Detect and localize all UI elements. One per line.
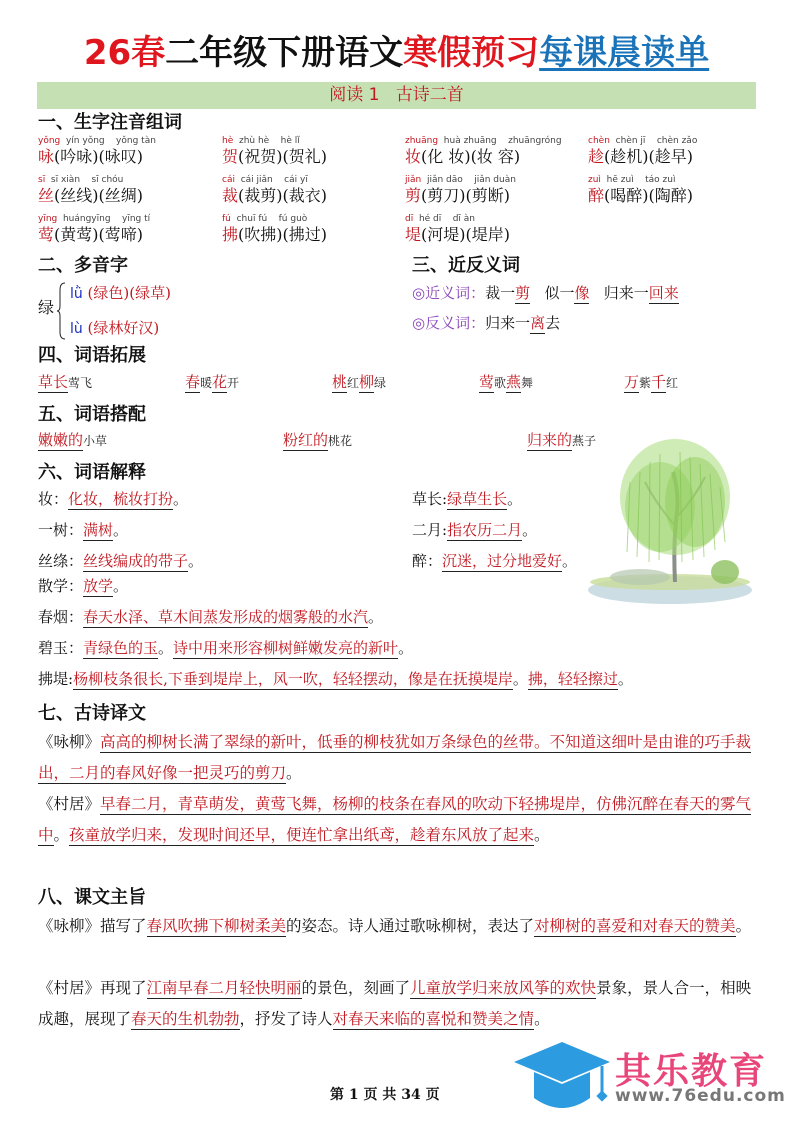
definition: 沉迷，过分地爱好: [442, 552, 563, 570]
explanation-item: [38, 669, 633, 689]
filled-char: 万: [624, 373, 640, 391]
section-heading-word-expansion: 四、词语拓展: [38, 345, 146, 366]
section-heading-collocation: 五、词语搭配: [38, 404, 146, 425]
pinyin-line: zuì hē zuì táo zuì: [588, 175, 676, 185]
term: 妆：: [38, 490, 69, 508]
synonym-line: ◎近义词：裁一剪 似一像 归来一回来: [412, 284, 679, 302]
character-entry: [38, 175, 228, 206]
expansion-phrase: [624, 372, 678, 393]
pinyin-line: fú chuī fú fú guò: [222, 214, 308, 224]
punct: 。: [617, 670, 633, 688]
poem-translation: [38, 727, 758, 789]
punct: 。: [522, 521, 538, 539]
theme-text: 的景色，刻画了: [301, 979, 411, 997]
compound-words: (吟咏)(咏叹): [54, 147, 143, 166]
punct: 。: [173, 490, 189, 508]
character-words: [588, 147, 778, 167]
willow-tree-illustration: [585, 432, 755, 612]
pinyin-line: hè zhù hè hè lǐ: [222, 136, 300, 146]
pinyin-main: jiǎn: [405, 175, 422, 185]
collocation-modifier: 嫩嫩的: [38, 431, 84, 449]
character-entry: [588, 136, 778, 167]
character-entry: [38, 214, 228, 245]
collocation-noun: 燕子: [572, 434, 597, 448]
main-character: 妆: [405, 147, 422, 166]
character-words: [222, 186, 412, 206]
main-character: 拂: [222, 225, 239, 244]
pinyin-main: chèn: [588, 136, 610, 146]
given-char: 舞: [521, 376, 534, 390]
compound-words: (喝醉)(陶醉): [604, 186, 693, 205]
expansion-phrase: [332, 372, 386, 393]
theme-text: 的姿态。诗人通过歌咏柳树，表达了: [286, 917, 535, 935]
main-character: 堤: [405, 225, 422, 244]
title-part-preview: 寒假预习: [403, 33, 540, 73]
definition: 化妆，梳妆打扮: [68, 490, 174, 508]
filled-char: 草长: [38, 373, 69, 391]
brace-icon: [56, 282, 66, 340]
punct: 。: [534, 826, 550, 844]
punct: 。: [398, 639, 414, 657]
collocation-modifier: 粉红的: [283, 431, 329, 449]
pinyin-main: sī: [38, 175, 46, 185]
compound-words: (剪刀)(剪断): [421, 186, 510, 205]
character-entry: [222, 136, 412, 167]
definition: 诗中用来形容柳树鲜嫩发亮的新叶: [173, 639, 399, 657]
compound-words: (裁剪)(裁衣): [238, 186, 327, 205]
filled-char: 春: [185, 373, 201, 391]
pinyin-main: zhuāng: [405, 136, 439, 146]
pinyin-line: sī sī xiàn sī chóu: [38, 175, 124, 185]
title-part-grade: 二年级下册语文: [165, 33, 404, 73]
lesson-banner: 阅读 1 古诗二首: [37, 82, 756, 109]
punct: 。: [188, 552, 204, 570]
character-words: [405, 225, 595, 245]
key-phrase: 春天的生机勃勃: [131, 1010, 240, 1028]
synonym-label: ◎近义词：: [412, 284, 486, 302]
poem-title: 《村居》: [38, 795, 101, 813]
character-words: [38, 186, 228, 206]
pinyin-line: dī hé dī dī àn: [405, 214, 475, 224]
main-character: 剪: [405, 186, 422, 205]
given-char: 莺飞: [68, 376, 93, 390]
compound-words: (丝线)(丝绸): [54, 186, 143, 205]
title-part-reading-list: 每课晨读单: [539, 33, 710, 73]
words-lu: (绿林好汉): [87, 319, 160, 337]
given-char: 开: [227, 376, 240, 390]
compound-words: (趁机)(趁早): [604, 147, 693, 166]
punct: 。: [113, 577, 129, 595]
section-heading-theme: 八、课文主旨: [38, 887, 146, 908]
definition: 指农历二月: [447, 521, 523, 539]
pinyin-line: jiǎn jiǎn dāo jiǎn duàn: [405, 175, 516, 185]
key-phrase: 春风吹拂下柳树柔美: [146, 917, 287, 935]
expansion-phrase: [185, 372, 239, 393]
pinyin-main: zuì: [588, 175, 601, 185]
filled-char: 莺: [479, 373, 495, 391]
pinyin-main: cái: [222, 175, 235, 185]
explanation-item: [38, 638, 413, 658]
explanation-item: [412, 520, 537, 540]
theme-text: 。: [534, 1010, 550, 1028]
term: 拂堤:: [38, 670, 74, 688]
theme-text: 景象，景人合一，相映成趣，展现了: [38, 979, 752, 1028]
given-char: 红: [666, 376, 679, 390]
watermark-brand: 其乐教育: [615, 1051, 768, 1092]
character-words: [405, 186, 595, 206]
polyphonic-reading-1: [70, 283, 171, 304]
character-entry: [405, 214, 595, 245]
translation-text: 早春二月，青草萌发，黄莺飞舞，杨柳的枝条在春风的吹动下轻拂堤岸，仿佛沉醉在春天的雾气中: [38, 795, 752, 844]
given-char: 暖: [200, 376, 213, 390]
character-entry: [405, 136, 595, 167]
character-entry: [588, 175, 778, 206]
pinyin-main: yǒng: [38, 136, 61, 146]
compound-words: (黄莺)(莺啼): [54, 225, 143, 244]
term: 一树：: [38, 521, 84, 539]
character-words: [222, 225, 412, 245]
given-char: 紫: [639, 376, 652, 390]
section-heading-characters: 一、生字注音组词: [38, 112, 182, 133]
compound-words: (化 妆)(妆 容): [421, 147, 521, 166]
section-heading-translation: 七、古诗译文: [38, 703, 146, 724]
main-character: 裁: [222, 186, 239, 205]
watermark-url: www.76edu.com: [615, 1086, 786, 1106]
theme-text: 。: [735, 917, 752, 935]
character-entry: [222, 214, 412, 245]
explanation-item: [38, 489, 188, 509]
key-phrase: 儿童放学归来放风筝的欢快: [410, 979, 597, 997]
translation-text: 孩童放学归来，发现时间还早，便连忙拿出纸鸢，趁着东风放了起来: [69, 826, 535, 844]
polyphonic-char: 绿: [38, 298, 55, 317]
term: 散学：: [38, 577, 84, 595]
poem-translation: [38, 789, 758, 851]
pinyin-line: yīng huángyīng yīng tí: [38, 214, 151, 224]
main-character: 醉: [588, 186, 605, 205]
term: 草长:: [412, 490, 448, 508]
main-character: 丝: [38, 186, 55, 205]
translation-text: 高高的柳树长满了翠绿的新叶，低垂的柳枝犹如万条绿色的丝带。不知道这细叶是由谁的巧手裁出，二月的春风好像一把灵巧的剪刀: [38, 733, 752, 782]
key-phrase: 江南早春二月轻快明丽: [146, 979, 302, 997]
explanation-item: [38, 576, 128, 596]
pinyin-line: yǒng yín yǒng yǒng tàn: [38, 136, 156, 146]
term: 春烟：: [38, 608, 84, 626]
filled-char: 花: [212, 373, 228, 391]
section-heading-polyphonic: 二、多音字: [38, 255, 128, 276]
collocation-phrase: [38, 430, 107, 451]
expansion-phrase: [479, 372, 533, 393]
filled-char: 桃: [332, 373, 348, 391]
definition: 满树: [83, 521, 114, 539]
punct: 。: [368, 608, 384, 626]
theme-text: 《村居》再现了: [38, 979, 147, 997]
title-part-year: 26春: [83, 33, 166, 73]
explanation-item: [38, 520, 128, 540]
explanation-item: [38, 607, 383, 627]
antonym-line: ◎反义词：归来一离去: [412, 314, 561, 332]
character-words: [38, 147, 228, 167]
theme-paragraph: [38, 911, 758, 942]
page-number: 第 1 页 共 34 页: [330, 1087, 440, 1103]
compound-words: (河堤)(堤岸): [421, 225, 510, 244]
character-words: [38, 225, 228, 245]
compound-words: (祝贺)(贺礼): [238, 147, 327, 166]
punct: 。: [113, 521, 129, 539]
pinyin-main: dī: [405, 214, 414, 224]
definition: 青绿色的玉: [83, 639, 159, 657]
pinyin-line: cái cái jiǎn cái yī: [222, 175, 308, 185]
character-words: [405, 147, 595, 167]
term: 丝绦：: [38, 552, 84, 570]
key-phrase: 对柳树的喜爱和对春天的赞美: [534, 917, 736, 935]
collocation-phrase: [283, 430, 352, 451]
definition: 绿草生长: [447, 490, 508, 508]
pinyin-main: fú: [222, 214, 231, 224]
definition: 放学: [83, 577, 114, 595]
document-title: [0, 30, 793, 76]
punct: 。: [507, 490, 523, 508]
theme-text: ，抒发了诗人: [239, 1010, 333, 1028]
pinyin-main: yīng: [38, 214, 58, 224]
section-heading-synonyms: 三、近反义词: [412, 255, 520, 276]
given-char: 歌: [494, 376, 507, 390]
character-words: [222, 147, 412, 167]
collocation-noun: 桃花: [328, 434, 353, 448]
punct: 。: [53, 826, 70, 844]
explanation-item: [38, 551, 203, 571]
main-character: 趁: [588, 147, 605, 166]
definition: 杨柳枝条很长,下垂到堤岸上，风一吹，轻轻摆动，像是在抚摸堤岸: [73, 670, 513, 688]
expansion-phrase: [38, 372, 92, 393]
words-lv: (绿色)(绿草): [87, 284, 171, 302]
filled-char: 柳: [359, 373, 375, 391]
pinyin-line: zhuāng huà zhuāng zhuāngróng: [405, 136, 562, 146]
punct: 。: [286, 764, 302, 782]
character-entry: [222, 175, 412, 206]
antonym-label: ◎反义词：: [412, 314, 486, 332]
explanation-item: [412, 551, 577, 571]
pinyin-lu: lù: [70, 321, 83, 337]
main-character: 莺: [38, 225, 55, 244]
punct: 。: [562, 552, 578, 570]
polyphonic-reading-2: [70, 318, 159, 339]
explanation-item: [412, 489, 522, 509]
character-words: [588, 186, 778, 206]
filled-char: 千: [651, 373, 667, 391]
pinyin-line: chèn chèn jī chèn zǎo: [588, 136, 698, 146]
theme-paragraph: [38, 973, 758, 1035]
filled-char: 燕: [506, 373, 522, 391]
key-phrase: 对春天来临的喜悦和赞美之情: [332, 1010, 535, 1028]
poem-title: 《咏柳》: [38, 733, 101, 751]
punct: 。: [512, 670, 528, 688]
pinyin-lv: lǜ: [70, 286, 83, 302]
main-character: 贺: [222, 147, 239, 166]
theme-text: 《咏柳》描写了: [38, 917, 147, 935]
graduation-cap-icon: [512, 1040, 612, 1115]
section-heading-explanations: 六、词语解释: [38, 462, 146, 483]
term: 二月:: [412, 521, 448, 539]
punct: 。: [158, 639, 174, 657]
collocation-modifier: 归来的: [527, 431, 573, 449]
main-character: 咏: [38, 147, 55, 166]
definition: 丝线编成的带子: [83, 552, 189, 570]
term: 碧玉：: [38, 639, 84, 657]
character-entry: [405, 175, 595, 206]
definition: 春天水泽、草木间蒸发形成的烟雾般的水汽: [83, 608, 369, 626]
given-char: 红: [347, 376, 360, 390]
term: 醉：: [412, 552, 443, 570]
character-entry: [38, 136, 228, 167]
given-char: 绿: [374, 376, 387, 390]
definition: 拂，轻轻擦过: [527, 670, 618, 688]
collocation-noun: 小草: [83, 434, 108, 448]
compound-words: (吹拂)(拂过): [238, 225, 327, 244]
pinyin-main: hè: [222, 136, 234, 146]
